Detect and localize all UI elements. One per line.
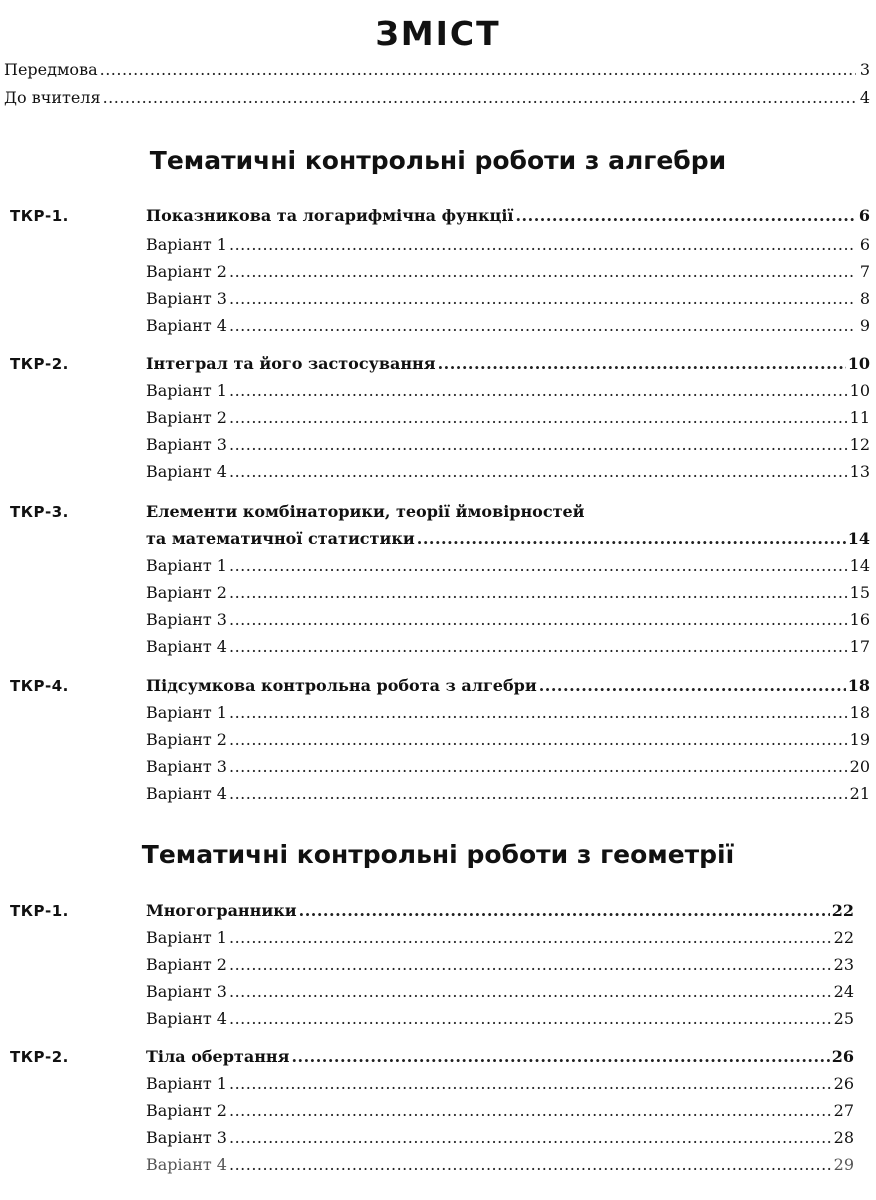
toc-entry-page: 14: [849, 556, 870, 575]
toc-entry-page: 27: [833, 1101, 854, 1120]
toc-variant-entry[interactable]: [146, 928, 854, 947]
dot-leader: [229, 1009, 832, 1028]
section-heading-geometry: Тематичні контрольні роботи з геометрії: [141, 840, 735, 869]
dot-leader: [229, 289, 856, 308]
dot-leader: [229, 928, 832, 947]
dot-leader: [229, 1155, 832, 1174]
toc-entry-label: Варіант 2: [146, 955, 227, 974]
toc-entry-label: Показникова та логарифмічна функції: [146, 206, 514, 225]
toc-entry-page: 22: [833, 928, 854, 947]
dot-leader: [229, 316, 856, 335]
toc-entry-page: 9: [859, 316, 870, 335]
toc-entry-label: Варіант 4: [146, 462, 227, 481]
toc-variant-entry[interactable]: [146, 316, 870, 335]
toc-variant-entry[interactable]: [146, 408, 870, 427]
toc-entry-page: 20: [849, 757, 870, 776]
dot-leader: [229, 1074, 832, 1093]
toc-entry-label: Варіант 1: [146, 235, 227, 254]
toc-entry-label: Варіант 1: [146, 381, 227, 400]
toc-entry-page: 17: [849, 637, 870, 656]
toc-entry-page: 26: [833, 1074, 854, 1093]
work-code: ТКР-1.: [10, 902, 69, 920]
dot-leader: [229, 982, 832, 1001]
toc-entry-label: Варіант 2: [146, 583, 227, 602]
toc-entry-page: 18: [849, 703, 870, 722]
toc-entry-label: Варіант 4: [146, 316, 227, 335]
dot-leader: [229, 1128, 832, 1147]
toc-work-entry[interactable]: [146, 529, 870, 548]
toc-entry-page: 21: [849, 784, 870, 803]
toc-work-entry[interactable]: [146, 676, 870, 695]
toc-entry-label: Варіант 4: [146, 1155, 227, 1174]
dot-leader: [229, 381, 848, 400]
work-code: ТКР-1.: [10, 207, 69, 225]
toc-entry-label: Варіант 2: [146, 262, 227, 281]
work-code: ТКР-3.: [10, 503, 69, 521]
toc-entry-label: Тіла обертання: [146, 1047, 290, 1066]
toc-entry-page: 3: [859, 60, 870, 79]
section-heading-algebra: Тематичні контрольні роботи з алгебри: [149, 146, 727, 175]
dot-leader: [229, 784, 848, 803]
toc-work-entry[interactable]: [146, 354, 870, 373]
toc-entry-label: Варіант 4: [146, 637, 227, 656]
toc-variant-entry[interactable]: [146, 556, 870, 575]
toc-work-entry[interactable]: [146, 206, 870, 225]
toc-variant-entry[interactable]: [146, 381, 870, 400]
work-code: ТКР-4.: [10, 677, 69, 695]
toc-entry-label: Варіант 1: [146, 703, 227, 722]
toc-entry-page: 10: [849, 381, 870, 400]
page-title: ЗМІСТ: [375, 14, 501, 53]
toc-variant-entry[interactable]: [146, 435, 870, 454]
dot-leader: [229, 235, 856, 254]
toc-entry-page: 13: [849, 462, 870, 481]
dot-leader: [229, 262, 856, 281]
toc-entry-label: Підсумкова контрольна робота з алгебри: [146, 676, 537, 695]
toc-variant-entry[interactable]: [146, 1155, 854, 1174]
dot-leader: [229, 610, 848, 629]
toc-entry-label: Варіант 4: [146, 1009, 227, 1028]
toc-entry-page: 14: [847, 529, 870, 548]
toc-entry-label: Варіант 3: [146, 610, 227, 629]
toc-entry-page: 7: [859, 262, 870, 281]
dot-leader: [515, 206, 856, 225]
dot-leader: [417, 529, 846, 548]
toc-entry-page: 12: [849, 435, 870, 454]
dot-leader: [229, 757, 848, 776]
toc-work-title-line1: Елементи комбінаторики, теорії ймовірностей: [146, 502, 585, 521]
toc-variant-entry[interactable]: [146, 757, 870, 776]
toc-entry-page: 24: [833, 982, 854, 1001]
toc-entry-label: Многогранники: [146, 901, 297, 920]
toc-variant-entry[interactable]: [146, 289, 870, 308]
toc-entry-page: 28: [833, 1128, 854, 1147]
toc-entry-label: Варіант 1: [146, 556, 227, 575]
toc-entry-label: Варіант 2: [146, 730, 227, 749]
toc-entry-label: Варіант 2: [146, 408, 227, 427]
toc-entry-label: Інтеграл та його застосування: [146, 354, 436, 373]
toc-variant-entry[interactable]: [146, 1101, 854, 1120]
toc-entry-page: 23: [833, 955, 854, 974]
work-code: ТКР-2.: [10, 1048, 69, 1066]
dot-leader: [100, 60, 856, 79]
toc-entry-page: 11: [849, 408, 870, 427]
dot-leader: [229, 703, 848, 722]
toc-entry-label: Варіант 1: [146, 1074, 227, 1093]
dot-leader: [438, 354, 846, 373]
dot-leader: [229, 408, 848, 427]
toc-entry-page: 10: [847, 354, 870, 373]
dot-leader: [229, 462, 848, 481]
toc-variant-entry[interactable]: [146, 730, 870, 749]
dot-leader: [229, 1101, 832, 1120]
toc-work-entry[interactable]: [146, 901, 854, 920]
dot-leader: [539, 676, 846, 695]
toc-variant-entry[interactable]: [146, 262, 870, 281]
toc-entry-to-teacher[interactable]: [4, 88, 870, 107]
toc-entry-page: 8: [859, 289, 870, 308]
toc-variant-entry[interactable]: [146, 703, 870, 722]
toc-entry-page: 18: [847, 676, 870, 695]
toc-entry-label: Варіант 3: [146, 435, 227, 454]
dot-leader: [291, 1047, 829, 1066]
toc-variant-entry[interactable]: [146, 637, 870, 656]
toc-entry-page: 4: [859, 88, 870, 107]
dot-leader: [229, 637, 848, 656]
toc-variant-entry[interactable]: [146, 955, 854, 974]
toc-entry-page: 6: [859, 235, 870, 254]
toc-entry-page: 29: [833, 1155, 854, 1174]
toc-entry-page: 19: [849, 730, 870, 749]
toc-entry-page: 25: [833, 1009, 854, 1028]
toc-entry-label: Передмова: [4, 60, 98, 79]
dot-leader: [229, 730, 848, 749]
toc-entry-page: 15: [849, 583, 870, 602]
toc-entry-label: Варіант 3: [146, 757, 227, 776]
toc-entry-label: Варіант 3: [146, 982, 227, 1001]
dot-leader: [299, 901, 830, 920]
toc-variant-entry[interactable]: [146, 784, 870, 803]
toc-entry-page: 16: [849, 610, 870, 629]
toc-work-entry[interactable]: [146, 1047, 854, 1066]
work-code: ТКР-2.: [10, 355, 69, 373]
toc-variant-entry[interactable]: [146, 1128, 854, 1147]
dot-leader: [103, 88, 856, 107]
toc-entry-page: 6: [858, 206, 870, 225]
toc-variant-entry[interactable]: [146, 982, 854, 1001]
toc-entry-label: До вчителя: [4, 88, 101, 107]
dot-leader: [229, 583, 848, 602]
toc-variant-entry[interactable]: [146, 1009, 854, 1028]
dot-leader: [229, 955, 832, 974]
toc-entry-label: та математичної статистики: [146, 529, 415, 548]
toc-variant-entry[interactable]: [146, 462, 870, 481]
toc-variant-entry[interactable]: [146, 610, 870, 629]
toc-entry-preface[interactable]: [4, 60, 870, 79]
toc-entry-page: 22: [831, 901, 854, 920]
toc-entry-label: Варіант 3: [146, 1128, 227, 1147]
toc-entry-label: Варіант 1: [146, 928, 227, 947]
toc-entry-page: 26: [831, 1047, 854, 1066]
toc-variant-entry[interactable]: [146, 583, 870, 602]
dot-leader: [229, 435, 848, 454]
toc-entry-label: Варіант 2: [146, 1101, 227, 1120]
toc-variant-entry[interactable]: [146, 1074, 854, 1093]
toc-variant-entry[interactable]: [146, 235, 870, 254]
dot-leader: [229, 556, 848, 575]
toc-entry-label: Варіант 4: [146, 784, 227, 803]
toc-entry-label: Варіант 3: [146, 289, 227, 308]
